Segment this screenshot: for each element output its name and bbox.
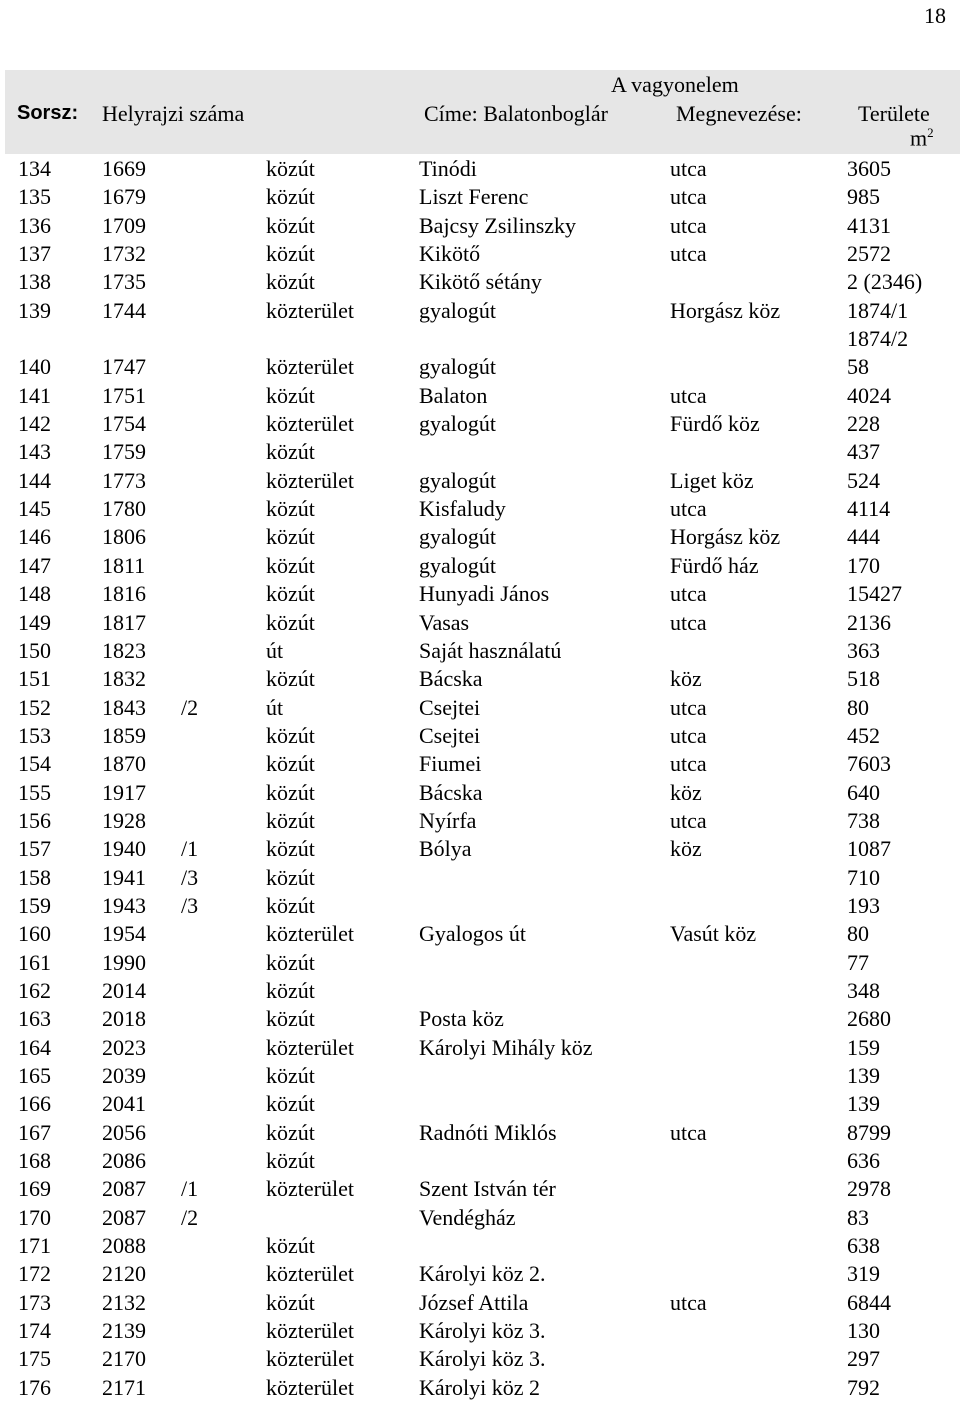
cell-row-number: 134	[18, 156, 51, 181]
cell-address: Kikötő sétány	[419, 269, 542, 295]
header-sorsz: Sorsz:	[17, 102, 79, 124]
cell-parcel-number: 1732	[102, 241, 146, 267]
cell-type: közterület	[266, 354, 354, 380]
cell-area: 444	[847, 524, 880, 550]
cell-area: 2136	[847, 609, 891, 635]
table-row	[0, 665, 960, 693]
header-terulete: Területe	[858, 101, 930, 126]
cell-area: 2 (2346)	[847, 269, 923, 295]
cell-address: Radnóti Miklós	[419, 1119, 557, 1145]
cell-row-number: 153	[18, 722, 51, 748]
cell-area: 77	[847, 949, 869, 975]
header-unit-exponent: 2	[927, 125, 934, 140]
cell-area: 348	[847, 977, 880, 1003]
cell-area: 80	[847, 694, 869, 720]
cell-type: közút	[266, 1289, 315, 1315]
cell-designation: utca	[670, 1289, 707, 1315]
cell-address: Károlyi Mihály köz	[419, 1034, 593, 1060]
table-row	[0, 1289, 960, 1317]
cell-designation: Fürdő köz	[670, 411, 760, 437]
cell-designation: Fürdő ház	[670, 552, 759, 578]
cell-address: Posta köz	[419, 1006, 504, 1032]
cell-designation: utca	[670, 722, 707, 748]
cell-address: Kisfaludy	[419, 496, 506, 522]
header-megnevezese: Megnevezése:	[676, 101, 802, 126]
cell-row-number: 152	[18, 694, 51, 720]
cell-row-number: 137	[18, 241, 51, 267]
cell-address: gyalogút	[419, 467, 496, 493]
cell-parcel-number: 2018	[102, 1006, 146, 1032]
table-row	[0, 1119, 960, 1147]
cell-address: Csejtei	[419, 722, 481, 748]
cell-address: Károlyi köz 2.	[419, 1261, 546, 1287]
cell-type: közút	[266, 864, 315, 890]
table-row	[0, 949, 960, 977]
cell-type: közterület	[266, 1261, 354, 1287]
cell-area: 319	[847, 1261, 880, 1287]
cell-area: 738	[847, 807, 880, 833]
table-row	[0, 580, 960, 608]
cell-area: 8799	[847, 1119, 891, 1145]
page-number: 18	[924, 3, 946, 28]
cell-designation: utca	[670, 184, 707, 210]
cell-row-number: 142	[18, 411, 51, 437]
cell-parcel-number: 2171	[102, 1374, 146, 1400]
cell-parcel-number: 2132	[102, 1289, 146, 1315]
cell-address: Vasas	[419, 609, 470, 635]
header-cime: Címe: Balatonboglár	[424, 101, 608, 126]
table-row	[0, 807, 960, 835]
cell-area: 297	[847, 1346, 880, 1372]
cell-parcel-number: 1990	[102, 949, 146, 975]
cell-row-number: 168	[18, 1148, 51, 1174]
cell-area: 139	[847, 1091, 880, 1117]
cell-row-number: 171	[18, 1233, 51, 1259]
cell-type: közút	[266, 1006, 315, 1032]
cell-designation: Liget köz	[670, 467, 754, 493]
cell-address: Szent István tér	[419, 1176, 556, 1202]
cell-type: közút	[266, 156, 315, 181]
cell-row-number: 173	[18, 1289, 51, 1315]
cell-row-number: 136	[18, 212, 51, 238]
cell-parcel-number: 1870	[102, 751, 146, 777]
cell-address: Liszt Ferenc	[419, 184, 529, 210]
cell-area: 1874/1	[847, 297, 909, 323]
table-row	[0, 212, 960, 240]
cell-address: Károlyi köz 3.	[419, 1346, 546, 1372]
cell-type: közút	[266, 212, 315, 238]
cell-parcel-number: 1859	[102, 722, 146, 748]
cell-parcel-number: 1954	[102, 921, 146, 947]
table-row	[0, 495, 960, 523]
table-row	[0, 1317, 960, 1345]
table-row	[0, 779, 960, 807]
cell-type: közút	[266, 892, 315, 918]
cell-area: 15427	[847, 581, 902, 607]
cell-type: közút	[266, 609, 315, 635]
cell-row-number: 164	[18, 1034, 51, 1060]
cell-area: 363	[847, 637, 880, 663]
cell-area-second-line: 1874/2	[847, 325, 909, 351]
cell-row-number: 156	[18, 807, 51, 833]
cell-address: Károlyi köz 2	[419, 1374, 540, 1400]
cell-row-number: 151	[18, 666, 51, 692]
cell-type: közút	[266, 666, 315, 692]
cell-area: 3605	[847, 156, 891, 181]
cell-parcel-suffix: /2	[181, 694, 199, 720]
cell-designation: Vasút köz	[670, 921, 757, 947]
table-row	[0, 977, 960, 1005]
cell-parcel-number: 1759	[102, 439, 146, 465]
cell-address: gyalogút	[419, 297, 496, 323]
cell-address: Vendégház	[419, 1204, 516, 1230]
cell-area: 1087	[847, 836, 891, 862]
cell-area: 170	[847, 552, 880, 578]
table-row	[0, 1090, 960, 1118]
cell-parcel-number: 1823	[102, 637, 146, 663]
cell-row-number: 150	[18, 637, 51, 663]
cell-parcel-number: 1744	[102, 297, 146, 323]
cell-parcel-number: 1817	[102, 609, 146, 635]
cell-designation: utca	[670, 581, 707, 607]
table-row	[0, 552, 960, 580]
cell-parcel-number: 1679	[102, 184, 146, 210]
cell-address: Bajcsy Zsilinszky	[419, 212, 577, 238]
cell-parcel-number: 2039	[102, 1063, 146, 1088]
cell-type: út	[266, 637, 284, 663]
cell-row-number: 169	[18, 1176, 51, 1202]
table-row	[0, 920, 960, 948]
cell-type: közút	[266, 1233, 315, 1259]
cell-row-number: 162	[18, 977, 51, 1003]
cell-type: közút	[266, 722, 315, 748]
cell-type: közterület	[266, 1374, 354, 1400]
cell-designation: utca	[670, 751, 707, 777]
cell-type: közterület	[266, 1034, 354, 1060]
cell-type: közút	[266, 439, 315, 465]
cell-row-number: 155	[18, 779, 51, 805]
cell-address: Csejtei	[419, 694, 481, 720]
cell-address: Bácska	[419, 666, 483, 692]
cell-area: 524	[847, 467, 880, 493]
cell-row-number: 157	[18, 836, 51, 862]
cell-parcel-number: 1917	[102, 779, 146, 805]
table-row	[0, 353, 960, 381]
cell-area: 710	[847, 864, 880, 890]
table-row	[0, 1204, 960, 1232]
table-row	[0, 1260, 960, 1288]
cell-row-number: 141	[18, 382, 51, 408]
cell-area: 6844	[847, 1289, 891, 1315]
table-row	[0, 1062, 960, 1090]
cell-address: gyalogút	[419, 552, 496, 578]
cell-area: 4114	[847, 496, 891, 522]
table-row	[0, 864, 960, 892]
table-row	[0, 892, 960, 920]
cell-parcel-number: 1709	[102, 212, 146, 238]
cell-row-number: 172	[18, 1261, 51, 1287]
cell-parcel-number: 2014	[102, 977, 146, 1003]
cell-address: gyalogút	[419, 411, 496, 437]
cell-designation: köz	[670, 666, 702, 692]
cell-row-number: 144	[18, 467, 51, 493]
cell-type: közút	[266, 836, 315, 862]
cell-area: 4131	[847, 212, 891, 238]
cell-address: Gyalogos út	[419, 921, 526, 947]
table-row	[0, 1147, 960, 1175]
cell-row-number: 165	[18, 1063, 51, 1088]
cell-parcel-suffix: /2	[181, 1204, 199, 1230]
cell-area: 640	[847, 779, 880, 805]
cell-address: Nyírfa	[419, 807, 477, 833]
cell-area: 518	[847, 666, 880, 692]
cell-area: 452	[847, 722, 880, 748]
cell-address: Bólya	[419, 836, 472, 862]
cell-type: közterület	[266, 921, 354, 947]
cell-address: Kikötő	[419, 241, 481, 267]
table-row	[0, 410, 960, 438]
cell-row-number: 139	[18, 297, 51, 323]
cell-row-number: 174	[18, 1318, 51, 1344]
cell-type: közterület	[266, 467, 354, 493]
cell-address: gyalogút	[419, 354, 496, 380]
cell-area: 193	[847, 892, 880, 918]
cell-row-number: 161	[18, 949, 51, 975]
cell-type: közút	[266, 807, 315, 833]
table-row	[0, 382, 960, 410]
cell-type: közút	[266, 977, 315, 1003]
cell-area: 437	[847, 439, 880, 465]
cell-parcel-number: 1816	[102, 581, 146, 607]
cell-area: 792	[847, 1374, 880, 1400]
cell-address: Tinódi	[419, 156, 477, 181]
cell-type: közút	[266, 1119, 315, 1145]
table-row	[0, 268, 960, 296]
cell-designation: utca	[670, 807, 707, 833]
cell-parcel-suffix: /1	[181, 1176, 199, 1202]
cell-designation: utca	[670, 496, 707, 522]
cell-row-number: 176	[18, 1374, 51, 1400]
cell-type: közterület	[266, 1176, 354, 1202]
table-row	[0, 1034, 960, 1062]
cell-parcel-number: 1811	[102, 552, 146, 578]
cell-row-number: 163	[18, 1006, 51, 1032]
cell-type: közút	[266, 241, 315, 267]
cell-row-number: 145	[18, 496, 51, 522]
cell-type: közút	[266, 779, 315, 805]
header-unit-base: m	[910, 125, 928, 151]
cell-designation: köz	[670, 779, 702, 805]
cell-row-number: 154	[18, 751, 51, 777]
cell-parcel-number: 1928	[102, 807, 146, 833]
cell-row-number: 140	[18, 354, 51, 380]
cell-row-number: 138	[18, 269, 51, 295]
cell-row-number: 148	[18, 581, 51, 607]
cell-row-number: 158	[18, 864, 51, 890]
cell-type: közút	[266, 1063, 315, 1088]
cell-row-number: 143	[18, 439, 51, 465]
cell-row-number: 135	[18, 184, 51, 210]
cell-type: közút	[266, 269, 315, 295]
cell-parcel-number: 1943	[102, 892, 146, 918]
cell-designation: utca	[670, 694, 707, 720]
table-row	[0, 1345, 960, 1373]
table-row	[0, 1175, 960, 1203]
cell-type: közterület	[266, 1318, 354, 1344]
cell-parcel-number: 1751	[102, 382, 146, 408]
cell-area: 80	[847, 921, 869, 947]
cell-type: közút	[266, 581, 315, 607]
cell-type: közterület	[266, 297, 354, 323]
cell-parcel-number: 2087	[102, 1204, 146, 1230]
cell-row-number: 175	[18, 1346, 51, 1372]
cell-row-number: 149	[18, 609, 51, 635]
cell-parcel-number: 2086	[102, 1148, 146, 1174]
cell-row-number: 146	[18, 524, 51, 550]
cell-parcel-number: 1843	[102, 694, 146, 720]
cell-parcel-number: 2056	[102, 1119, 146, 1145]
cell-parcel-number: 1940	[102, 836, 146, 862]
table-row	[0, 694, 960, 722]
cell-address: Károlyi köz 3.	[419, 1318, 546, 1344]
cell-designation: utca	[670, 212, 707, 238]
cell-parcel-number: 2120	[102, 1261, 146, 1287]
table-row	[0, 637, 960, 665]
cell-parcel-number: 1773	[102, 467, 146, 493]
cell-parcel-number: 2023	[102, 1034, 146, 1060]
table-row	[0, 297, 960, 354]
cell-row-number: 159	[18, 892, 51, 918]
cell-area: 83	[847, 1204, 869, 1230]
cell-designation: utca	[670, 382, 707, 408]
table-row	[0, 183, 960, 211]
table-header	[5, 70, 960, 154]
table-row	[0, 467, 960, 495]
cell-area: 2978	[847, 1176, 891, 1202]
cell-parcel-number: 2139	[102, 1318, 146, 1344]
cell-parcel-number: 1669	[102, 156, 146, 181]
cell-address: Balaton	[419, 382, 488, 408]
cell-area: 4024	[847, 382, 891, 408]
cell-type: közterület	[266, 411, 354, 437]
table-row	[0, 750, 960, 778]
cell-address: Saját használatú	[419, 637, 562, 663]
cell-row-number: 167	[18, 1119, 51, 1145]
cell-type: közút	[266, 751, 315, 777]
cell-designation: utca	[670, 241, 707, 267]
cell-area: 159	[847, 1034, 880, 1060]
cell-type: út	[266, 694, 284, 720]
cell-parcel-number: 1941	[102, 864, 146, 890]
cell-area: 636	[847, 1148, 880, 1174]
cell-parcel-suffix: /3	[181, 864, 199, 890]
cell-row-number: 166	[18, 1091, 51, 1117]
cell-type: közút	[266, 184, 315, 210]
cell-parcel-number: 1780	[102, 496, 146, 522]
cell-area: 985	[847, 184, 880, 210]
table-row	[0, 722, 960, 750]
cell-row-number: 160	[18, 921, 51, 947]
cell-row-number: 147	[18, 552, 51, 578]
cell-type: közút	[266, 1091, 315, 1117]
cell-area: 2572	[847, 241, 891, 267]
table-row	[0, 1374, 960, 1402]
table-row	[0, 1005, 960, 1033]
cell-parcel-number: 1832	[102, 666, 146, 692]
cell-area: 58	[847, 354, 869, 380]
cell-type: közút	[266, 524, 315, 550]
cell-designation: utca	[670, 609, 707, 635]
cell-parcel-suffix: /1	[181, 836, 199, 862]
cell-designation: utca	[670, 156, 707, 181]
header-a-vagyonelem: A vagyonelem	[611, 72, 739, 97]
cell-type: közút	[266, 382, 315, 408]
table-row	[0, 609, 960, 637]
cell-parcel-number: 1735	[102, 269, 146, 295]
cell-address: gyalogút	[419, 524, 496, 550]
cell-address: Fiumei	[419, 751, 482, 777]
cell-address: Hunyadi János	[419, 581, 550, 607]
cell-type: közút	[266, 1148, 315, 1174]
cell-parcel-number: 1806	[102, 524, 146, 550]
table-row	[0, 523, 960, 551]
cell-address: Bácska	[419, 779, 483, 805]
cell-area: 2680	[847, 1006, 891, 1032]
table-row	[0, 438, 960, 466]
cell-type: közút	[266, 496, 315, 522]
cell-area: 638	[847, 1233, 880, 1259]
cell-area: 139	[847, 1063, 880, 1088]
table-row	[0, 240, 960, 268]
cell-area: 228	[847, 411, 880, 437]
cell-parcel-number: 1747	[102, 354, 146, 380]
table-row	[0, 1232, 960, 1260]
cell-parcel-number: 2170	[102, 1346, 146, 1372]
cell-address: József Attila	[419, 1289, 529, 1315]
cell-type: közút	[266, 552, 315, 578]
cell-parcel-number: 2088	[102, 1233, 146, 1259]
cell-parcel-number: 2041	[102, 1091, 146, 1117]
cell-area: 130	[847, 1318, 880, 1344]
cell-area: 7603	[847, 751, 891, 777]
table-body	[0, 155, 960, 1402]
cell-row-number: 170	[18, 1204, 51, 1230]
cell-parcel-number: 2087	[102, 1176, 146, 1202]
cell-type: közút	[266, 949, 315, 975]
cell-parcel-number: 1754	[102, 411, 146, 437]
cell-designation: köz	[670, 836, 702, 862]
cell-designation: utca	[670, 1119, 707, 1145]
table-row	[0, 835, 960, 863]
table-row	[0, 155, 960, 183]
cell-parcel-suffix: /3	[181, 892, 199, 918]
cell-designation: Horgász köz	[670, 524, 781, 550]
cell-designation: Horgász köz	[670, 297, 781, 323]
cell-type: közterület	[266, 1346, 354, 1372]
header-helyrajzi-szama: Helyrajzi száma	[102, 101, 245, 126]
header-unit	[910, 125, 934, 151]
